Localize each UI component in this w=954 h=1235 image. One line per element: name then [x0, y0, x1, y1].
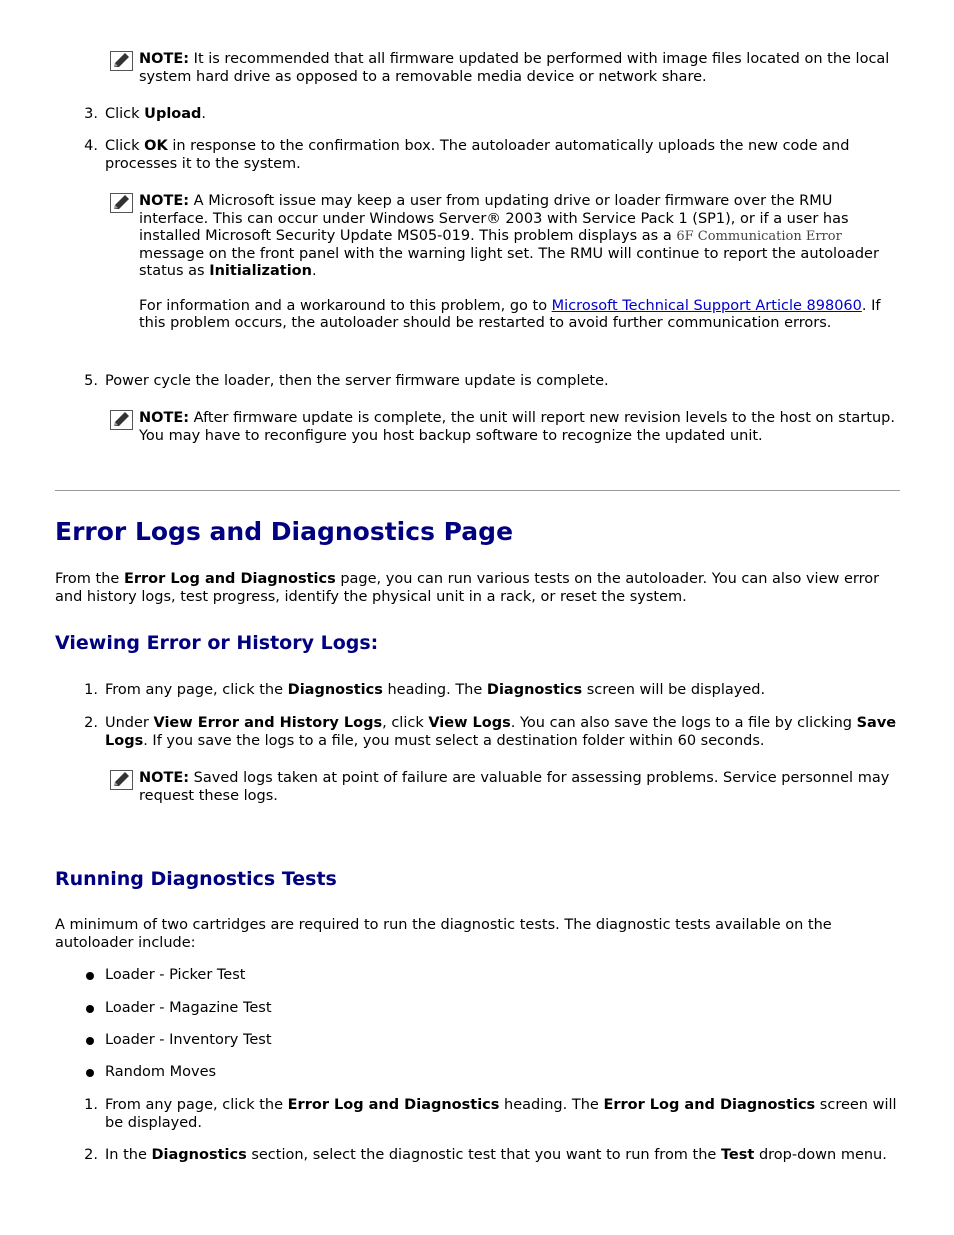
- diagnostics-intro: A minimum of two cartridges are required to run the diagnostic tests. The diagnostic tests available on the autoloader include:: [55, 917, 832, 951]
- note-revision-levels: NOTE: After firmware update is complete, the unit will report new revision levels to the host on startup. You may have to reconfigure you host backup software to recognize the updated unit.: [110, 410, 900, 445]
- step-click-ok: Click OK in response to the confirmation box. The autoloader automatically uploads the new code and processes it to the system.: [105, 138, 850, 172]
- list-item: Random Moves: [105, 1064, 217, 1080]
- step-number: 2.: [84, 1147, 98, 1163]
- step-number: 3.: [84, 106, 98, 122]
- note-label: NOTE:: [139, 770, 190, 786]
- bullet-icon: [86, 1037, 94, 1045]
- section-divider: [55, 490, 900, 491]
- note-pencil-icon: [110, 410, 133, 430]
- note-pencil-icon: [110, 193, 133, 213]
- step-power-cycle: Power cycle the loader, then the server firmware update is complete.: [105, 373, 609, 389]
- list-item: Loader - Picker Test: [105, 967, 246, 983]
- error-code: 6F Communication Error: [676, 229, 842, 244]
- step-click-diagnostics: From any page, click the Diagnostics heading. The Diagnostics screen will be displayed.: [105, 682, 766, 698]
- step-view-logs: Under View Error and History Logs, click View Logs. You can also save the logs to a file by clicking Save Logs. If you save the logs to a file, you must select a destination folder within 60 seconds.: [105, 715, 897, 749]
- note-label: NOTE:: [139, 410, 190, 426]
- note-saved-logs: NOTE: Saved logs taken at point of failure are valuable for assessing problems. Service personnel may request these logs.: [110, 770, 900, 805]
- heading-running-diagnostics: Running Diagnostics Tests: [55, 868, 337, 890]
- step-number: 1.: [84, 682, 98, 698]
- step-number: 2.: [84, 715, 98, 731]
- step-click-error-log: From any page, click the Error Log and Diagnostics heading. The Error Log and Diagnostics screen will be displayed.: [105, 1097, 897, 1131]
- step-number: 5.: [84, 373, 98, 389]
- step-select-test: In the Diagnostics section, select the diagnostic test that you want to run from the Test drop-down menu.: [105, 1147, 887, 1163]
- step-click-upload: Click Upload.: [105, 106, 207, 122]
- note-pencil-icon: [110, 51, 133, 71]
- note-pencil-icon: [110, 770, 133, 790]
- step-number: 1.: [84, 1097, 98, 1113]
- step-number: 4.: [84, 138, 98, 154]
- note-firmware-location: NOTE: It is recommended that all firmware updated be performed with image files located on the local system hard drive as opposed to a removable media device or network share.: [110, 51, 900, 86]
- note-microsoft-issue: NOTE: A Microsoft issue may keep a user from updating drive or loader firmware over the RMU interface. This can occur under Windows Server® 2003 with Service Pack 1 (SP1), or if a user has installed Microsoft Security Update MS05-019. This problem displays as a 6F Communication Error message on the front panel with the warning light set. The RMU will continue to report the autoloader status as Initialization. For information and a workaround to this problem, go to Microsoft Technical Support Article 898060. If this problem occurs, the autoloader should be restarted to avoid further communication errors.: [110, 193, 900, 333]
- list-item: Loader - Inventory Test: [105, 1032, 272, 1048]
- list-item: Loader - Magazine Test: [105, 1000, 272, 1016]
- note-workaround-paragraph: For information and a workaround to this problem, go to Microsoft Technical Support Article 898060. If this problem occurs, the autoloader should be restarted to avoid further communication errors.: [139, 297, 881, 331]
- bullet-icon: [86, 972, 94, 980]
- note-label: NOTE:: [139, 51, 190, 67]
- heading-viewing-logs: Viewing Error or History Logs:: [55, 632, 379, 654]
- page-title: Error Logs and Diagnostics Page: [55, 517, 514, 546]
- note-label: NOTE:: [139, 193, 190, 209]
- bullet-icon: [86, 1005, 94, 1013]
- section-intro: From the Error Log and Diagnostics page, you can run various tests on the autoloader. You can also view error and history logs, test progress, identify the physical unit in a rack, or reset the system.: [55, 571, 880, 605]
- microsoft-support-article-link[interactable]: Microsoft Technical Support Article 898060: [551, 297, 862, 314]
- bullet-icon: [86, 1069, 94, 1077]
